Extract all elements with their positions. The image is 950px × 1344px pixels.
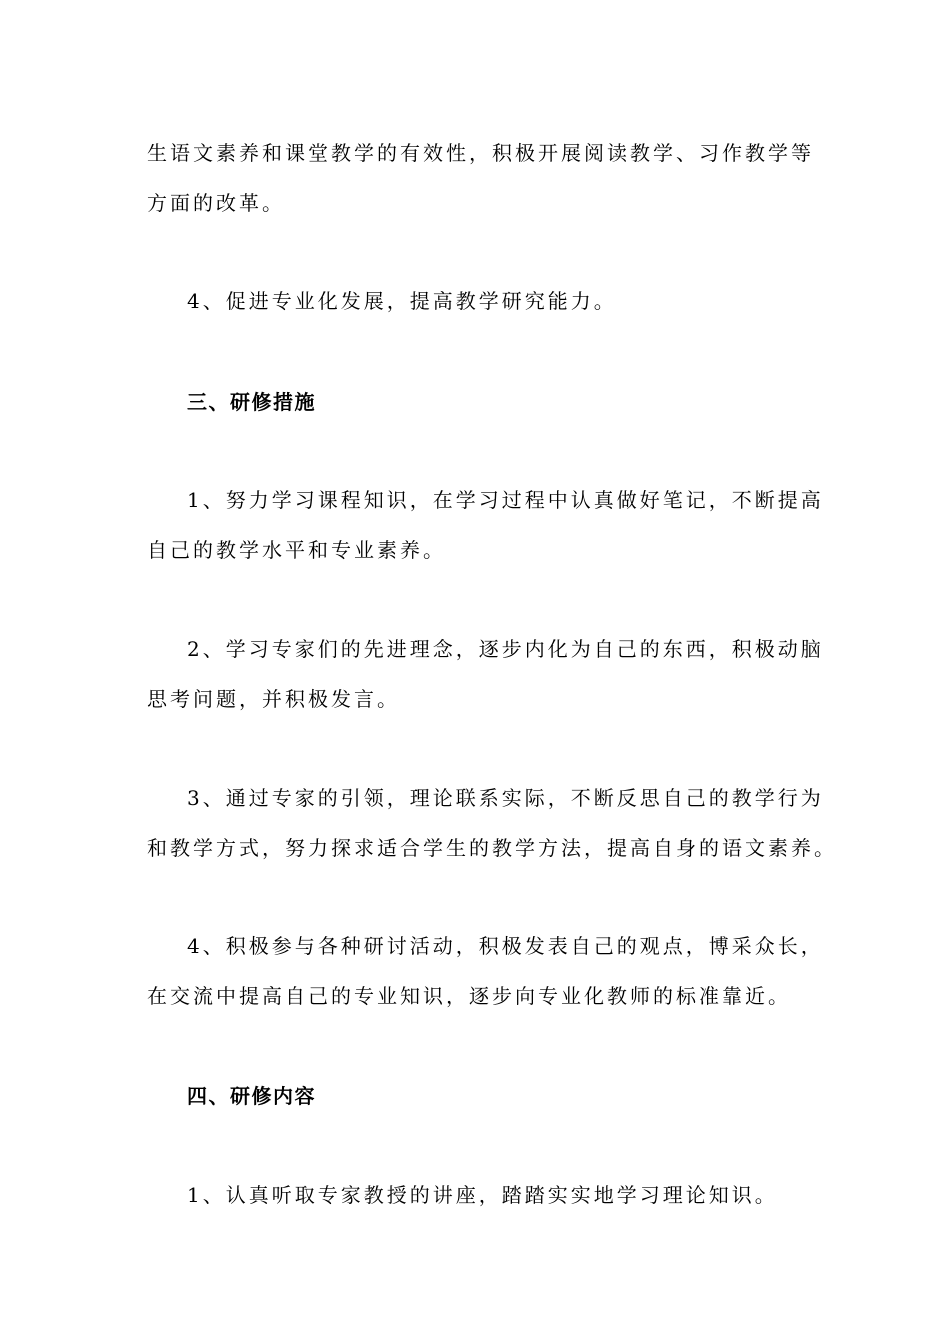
paragraph-line: 4、促进专业化发展，提高教学研究能力。 — [187, 289, 617, 313]
paragraph-line: 1、认真听取专家教授的讲座，踏踏实实地学习理论知识。 — [187, 1183, 778, 1207]
paragraph-line: 2、学习专家们的先进理念，逐步内化为自己的东西，积极动脑 — [187, 637, 824, 661]
paragraph-line: 1、努力学习课程知识，在学习过程中认真做好笔记，不断提高 — [187, 488, 824, 512]
paragraph-line: 和教学方式，努力探求适合学生的教学方法，提高自身的语文素养。 — [147, 836, 837, 860]
paragraph-line: 思考问题，并积极发言。 — [147, 687, 400, 711]
section-heading: 四、研修内容 — [187, 1084, 316, 1108]
paragraph-line: 方面的改革。 — [147, 191, 285, 215]
paragraph-line: 自己的教学水平和专业素养。 — [147, 538, 446, 562]
paragraph-line: 3、通过专家的引领，理论联系实际，不断反思自己的教学行为 — [187, 786, 824, 810]
paragraph-line: 4、积极参与各种研讨活动，积极发表自己的观点，博采众长， — [187, 934, 824, 958]
paragraph-line: 生语文素养和课堂教学的有效性，积极开展阅读教学、习作教学等 — [147, 141, 814, 165]
paragraph-line: 在交流中提高自己的专业知识，逐步向专业化教师的标准靠近。 — [147, 984, 791, 1008]
section-heading: 三、研修措施 — [187, 390, 316, 414]
